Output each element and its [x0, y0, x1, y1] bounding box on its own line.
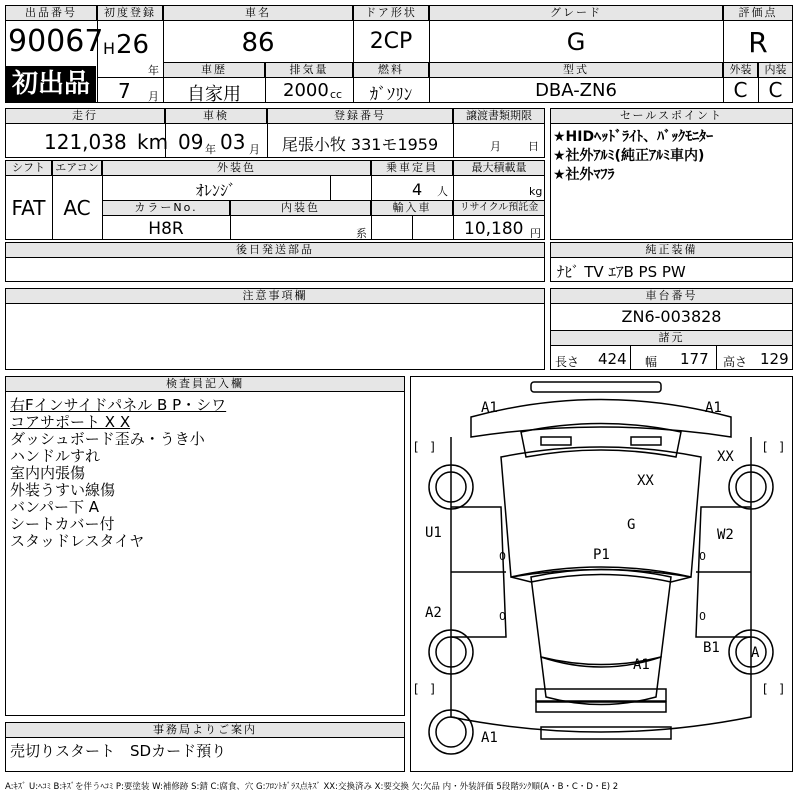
damage-mark: A1: [705, 400, 722, 416]
parts-label: 後日発送部品: [5, 242, 545, 258]
note-line: スタッドレスタイヤ: [10, 532, 145, 550]
displacement-unit: cc: [330, 88, 343, 101]
transfer-month-unit: 月: [490, 140, 501, 153]
note-line: 外装うすい線傷: [10, 481, 116, 499]
door-type: 2CP: [369, 29, 413, 54]
damage-mark: W2: [717, 527, 734, 543]
displacement-label: 排気量: [265, 62, 353, 78]
inspection-label: 車検: [165, 108, 267, 124]
sales-point: ★HIDﾍｯﾄﾞﾗｲﾄ、ﾊﾞｯｸﾓﾆﾀｰ: [553, 129, 714, 145]
exterior-label: 外装: [723, 62, 758, 78]
zero-mark: 0: [699, 610, 706, 623]
damage-mark: A1: [633, 657, 650, 673]
note-line: バンパー下 A: [10, 498, 99, 516]
shift-label: シフト: [5, 160, 52, 176]
chassis-label: 車台番号: [550, 288, 793, 304]
note-line: ハンドルすれ: [10, 447, 101, 465]
fuel: ｶﾞｿﾘﾝ: [369, 85, 413, 105]
capacity: 4: [412, 180, 423, 199]
equipment-label: 純正装備: [550, 242, 793, 258]
length-label: 長さ: [555, 355, 580, 369]
caution-label: 注意事項欄: [5, 288, 545, 304]
bracket-mark: [ ]: [414, 440, 435, 454]
car-name-label: 車名: [163, 5, 353, 21]
lot-number-label: 出品番号: [5, 5, 97, 21]
zero-mark: 0: [499, 550, 506, 563]
car-diagram: [410, 376, 793, 772]
damage-mark: B1: [703, 640, 720, 656]
height-label: 高さ: [723, 355, 748, 369]
damage-mark: A2: [425, 605, 442, 621]
inspection-year-unit: 年: [205, 143, 216, 156]
car-name: 86: [241, 28, 275, 58]
width-label: 幅: [645, 355, 658, 369]
inspection-year: 09: [178, 130, 204, 154]
color-no: H8R: [148, 219, 184, 239]
note-line: 室内内張傷: [10, 464, 86, 482]
damage-mark: G: [627, 517, 636, 533]
height: 129: [760, 350, 789, 368]
max-load-label: 最大積載量: [453, 160, 545, 176]
int-color-unit: 系: [356, 227, 367, 240]
fuel-label: 燃料: [353, 62, 429, 78]
lot-number: 90067: [8, 24, 104, 59]
inspection-month: 03: [220, 130, 246, 154]
sales-point: ★社外ﾏﾌﾗ: [553, 167, 615, 183]
damage-mark: XX: [637, 473, 654, 489]
reg-no-label: 登録番号: [267, 108, 453, 124]
mileage-unit: km: [137, 130, 169, 154]
inspection-month-unit: 月: [249, 143, 260, 156]
interior-label: 内装: [758, 62, 793, 78]
capacity-unit: 人: [437, 185, 448, 198]
aircon: AC: [63, 196, 91, 220]
reg-month: 7: [118, 79, 131, 103]
interior-grade: C: [768, 78, 783, 102]
reg-era: H: [103, 39, 116, 58]
office-label: 事務局よりご案内: [5, 722, 405, 738]
model-label: 型式: [429, 62, 723, 78]
note-line: コアサポート X X: [10, 413, 131, 431]
length: 424: [598, 350, 627, 368]
bracket-mark: [ ]: [763, 440, 784, 454]
sales-point: ★社外ｱﾙﾐ(純正ｱﾙﾐ車内): [553, 148, 705, 164]
eval-score: R: [748, 26, 768, 59]
damage-mark: U1: [425, 525, 442, 541]
model-code: DBA-ZN6: [535, 80, 617, 101]
history: 自家用: [187, 84, 241, 105]
transfer-day-unit: 日: [528, 140, 539, 153]
reg-month-unit: 月: [148, 90, 159, 103]
int-color-label: 内装色: [230, 200, 371, 216]
zero-mark: 0: [499, 610, 506, 623]
damage-mark: P1: [593, 547, 610, 563]
aircon-label: エアコン: [52, 160, 102, 176]
chassis-number: ZN6-003828: [621, 307, 722, 326]
reg-no: 尾張小牧 331モ1959: [281, 135, 439, 154]
capacity-label: 乗車定員: [371, 160, 453, 176]
spec-label: 諸元: [550, 330, 793, 346]
import-label: 輸入車: [371, 200, 453, 216]
width: 177: [680, 350, 709, 368]
bracket-mark: [ ]: [763, 682, 784, 696]
grade-label: グレード: [429, 5, 723, 21]
reg-year-unit: 年: [148, 64, 159, 77]
damage-mark: A: [751, 645, 760, 661]
recycle-label: リサイクル預託金: [453, 200, 545, 216]
note-line: 右Fインサイドパネル B P・シワ: [10, 396, 227, 414]
mileage: 121,038: [44, 130, 127, 154]
bracket-mark: [ ]: [414, 682, 435, 696]
eval-label: 評価点: [723, 5, 793, 21]
note-line: シートカバー付: [10, 515, 115, 533]
first-reg-label: 初度登録: [97, 5, 163, 21]
damage-mark: A1: [481, 730, 498, 746]
inspector-notes: [10, 397, 400, 550]
load-unit: kg: [529, 185, 543, 198]
sales-points-list: [553, 128, 791, 185]
color: ｵﾚﾝｼﾞ: [195, 181, 236, 200]
reg-year: 26: [116, 30, 150, 60]
history-label: 車歴: [163, 62, 265, 78]
mileage-label: 走行: [5, 108, 165, 124]
transfer-label: 譲渡書類期限: [453, 108, 545, 124]
car-outline: [411, 377, 792, 771]
first-listing-badge: 初出品: [6, 66, 96, 102]
office-message: 売切りスタート SDカード預り: [10, 742, 227, 760]
note-line: ダッシュボード歪み・うき小: [10, 430, 205, 448]
recycle-unit: 円: [530, 227, 541, 240]
color-no-label: カラーNo.: [102, 200, 230, 216]
grade: G: [566, 28, 586, 56]
sales-points-label: セールスポイント: [550, 108, 793, 124]
door-label: ドア形状: [353, 5, 429, 21]
color-label: 外装色: [102, 160, 371, 176]
recycle: 10,180: [464, 219, 524, 239]
shift: FAT: [11, 196, 46, 220]
damage-mark: A1: [481, 400, 498, 416]
inspector-label: 検査員記入欄: [5, 376, 405, 392]
displacement: 2000: [283, 80, 329, 101]
legend: A:ｷｽﾞ U:ﾍｺﾐ B:ｷｽﾞを伴うﾍｺﾐ P:要塗装 W:補修跡 S:錆 C:腐食、穴 G:ﾌﾛﾝﾄｶﾞﾗｽ点ｷｽﾞ XX:交換済み X:要交換 欠:欠品 内・外装評価 5段階ﾗﾝｸ順(A・B・C・D・E) 2: [5, 782, 619, 792]
damage-mark: XX: [717, 449, 734, 465]
exterior-grade: C: [733, 78, 748, 102]
equipment: ﾅﾋﾞ TV ｴｱB PS PW: [557, 263, 686, 281]
zero-mark: 0: [699, 550, 706, 563]
